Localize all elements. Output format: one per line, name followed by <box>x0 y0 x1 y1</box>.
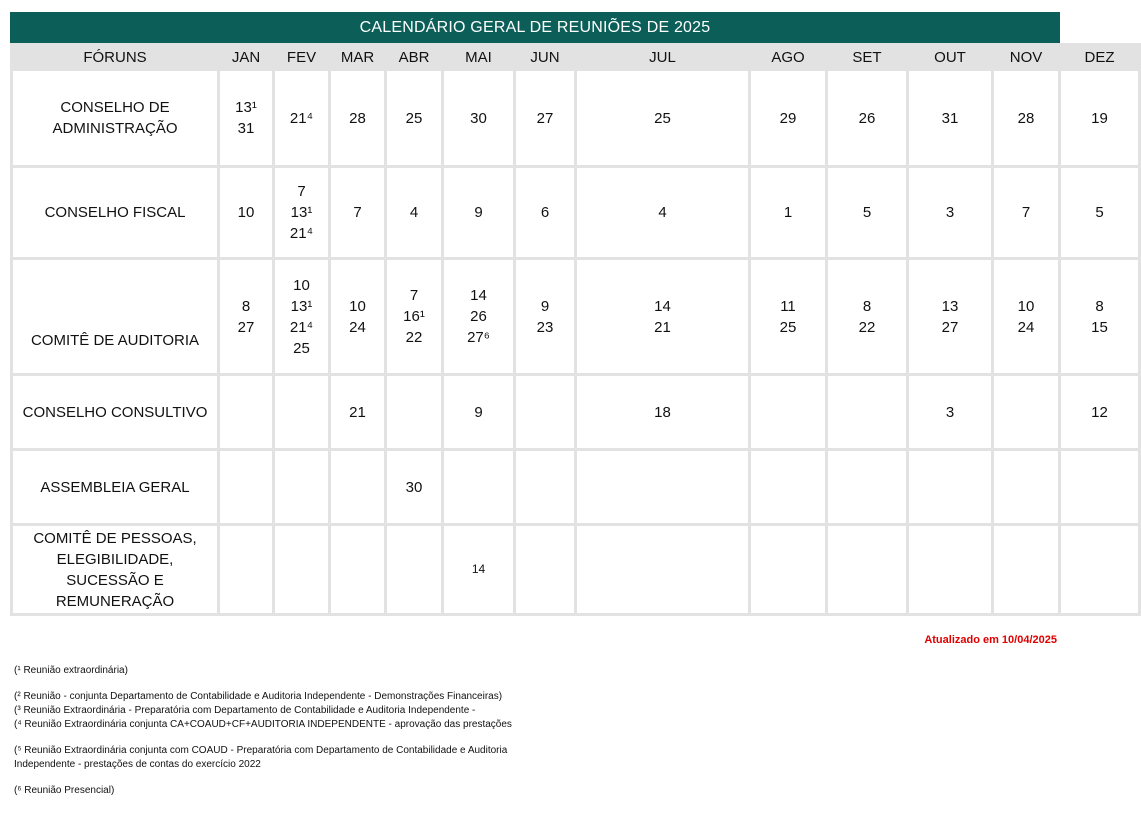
meeting-date-cell <box>331 71 384 165</box>
meeting-date-cell <box>387 451 441 523</box>
calendar-row <box>13 168 1138 257</box>
meeting-date-cell <box>994 71 1058 165</box>
meeting-date-cell <box>516 71 574 165</box>
meeting-date-cell <box>516 526 574 613</box>
meeting-date-cell <box>387 168 441 257</box>
forum-name-line: CONSELHO CONSULTIVO <box>22 403 208 421</box>
meeting-date-cell <box>444 71 513 165</box>
calendar-title: CALENDÁRIO GERAL DE REUNIÕES DE 2025 <box>10 12 1060 43</box>
meeting-date-cell <box>220 260 272 373</box>
meeting-date: 22 <box>858 318 876 336</box>
meeting-date-cell <box>828 168 906 257</box>
meeting-date: 19 <box>1091 109 1108 127</box>
meeting-date-cell <box>275 260 328 373</box>
meeting-date: 13 <box>941 297 959 315</box>
meeting-date-cell <box>331 168 384 257</box>
meeting-date: 25 <box>293 339 310 357</box>
meeting-date: 31 <box>941 109 959 127</box>
meeting-date-cell <box>751 376 825 448</box>
meeting-date: 26 <box>470 308 487 325</box>
meeting-date: 21 <box>349 403 366 421</box>
meeting-date-cell <box>220 526 272 613</box>
meeting-date-cell <box>387 526 441 613</box>
meeting-date-cell <box>994 451 1058 523</box>
meeting-date-cell <box>751 260 825 373</box>
meeting-date-cell <box>1061 260 1138 373</box>
meeting-date-cell <box>444 168 513 257</box>
footnotes <box>14 664 534 798</box>
meeting-date-cell <box>909 260 991 373</box>
meeting-date-cell <box>331 376 384 448</box>
month-header: OUT <box>909 46 991 68</box>
meeting-date: 11 <box>780 297 796 315</box>
meeting-date-cell <box>828 451 906 523</box>
meeting-date: 4 <box>658 204 667 221</box>
meeting-date-cell <box>444 376 513 448</box>
meeting-date-cell <box>220 168 272 257</box>
meeting-date-cell <box>275 71 328 165</box>
meeting-date: 5 <box>1095 204 1104 221</box>
meeting-date: 21⁴ <box>289 318 314 336</box>
forum-name-line: COMITÊ DE AUDITORIA <box>30 332 200 349</box>
meeting-date-cell <box>387 376 441 448</box>
meeting-date: 28 <box>349 109 366 127</box>
updated-date: Atualizado em 10/04/2025 <box>924 634 1057 646</box>
footnote-1: (¹ Reunião extraordinária) <box>14 665 128 676</box>
meeting-date: 4 <box>409 204 419 221</box>
meeting-date: 7 <box>409 287 419 304</box>
forum-name-line: CONSELHO FISCAL <box>44 204 186 221</box>
month-header: JUL <box>577 46 748 68</box>
meeting-date-cell <box>828 526 906 613</box>
meeting-date-cell <box>909 168 991 257</box>
meeting-date-cell <box>994 168 1058 257</box>
meeting-date-cell <box>331 260 384 373</box>
meeting-date: 25 <box>654 109 671 127</box>
meeting-date-cell <box>220 376 272 448</box>
forum-name <box>13 376 217 448</box>
meeting-date: 10 <box>349 297 366 315</box>
calendar-row <box>13 260 1138 373</box>
forum-name <box>13 168 217 257</box>
month-header: MAR <box>331 46 384 68</box>
meeting-date-cell <box>577 451 748 523</box>
meeting-date-cell <box>516 168 574 257</box>
forum-name-line: SUCESSÃO E <box>66 571 164 589</box>
calendar-row <box>13 451 1138 523</box>
forum-name-line: ADMINISTRAÇÃO <box>52 120 178 137</box>
meeting-date: 25 <box>405 109 423 127</box>
meeting-date: 9 <box>474 403 483 421</box>
meeting-date-cell <box>275 451 328 523</box>
meeting-date: 3 <box>945 403 955 421</box>
meeting-date-cell <box>994 526 1058 613</box>
meeting-date: 5 <box>862 204 872 221</box>
meeting-date-cell <box>751 71 825 165</box>
meeting-date: 7 <box>353 204 362 221</box>
footnote-3: (³ Reunião Extraordinária - Preparatória com Departamento de Contabilidade e Auditoria Independente - <box>14 705 476 716</box>
footnote-5-cont: Independente - prestações de contas do exercício 2022 <box>14 759 261 770</box>
meeting-date-cell <box>1061 526 1138 613</box>
meeting-date: 27 <box>941 318 959 336</box>
meeting-date-cell <box>751 526 825 613</box>
calendar-row <box>13 376 1138 448</box>
footnote-6: (⁶ Reunião Presencial) <box>14 785 115 796</box>
meeting-date: 28 <box>1017 109 1035 127</box>
meeting-date-cell <box>994 260 1058 373</box>
meeting-date: 8 <box>241 297 251 315</box>
meeting-date: 30 <box>470 109 487 127</box>
calendar-table <box>10 43 1141 616</box>
meeting-date-cell <box>275 526 328 613</box>
meeting-date-cell <box>828 71 906 165</box>
meeting-date: 8 <box>1095 297 1104 315</box>
meeting-date-cell <box>444 526 513 613</box>
forum-name-line: ELEGIBILIDADE, <box>56 550 174 568</box>
meeting-date: 10 <box>237 204 255 221</box>
meeting-date: 7 <box>297 183 306 200</box>
calendar-row <box>13 526 1138 613</box>
meeting-date-cell <box>577 168 748 257</box>
meeting-date-cell <box>516 260 574 373</box>
forum-column-header: FÓRUNS <box>13 46 217 68</box>
meeting-date: 12 <box>1091 403 1108 421</box>
meeting-date: 15 <box>1091 318 1108 336</box>
meeting-date-cell <box>828 376 906 448</box>
forum-name <box>13 526 217 613</box>
month-header: JUN <box>516 46 574 68</box>
meeting-date: 27⁶ <box>467 329 490 346</box>
meeting-date-cell <box>220 71 272 165</box>
meeting-date: 21⁴ <box>289 109 314 127</box>
meeting-date: 8 <box>862 297 872 315</box>
meeting-date: 6 <box>540 204 550 221</box>
meeting-date: 27 <box>536 109 554 127</box>
meeting-date-cell <box>387 260 441 373</box>
forum-name <box>13 451 217 523</box>
meeting-date: 13¹ <box>290 204 313 221</box>
meeting-date-cell <box>331 451 384 523</box>
month-header: SET <box>828 46 906 68</box>
meeting-date: 7 <box>1021 204 1031 221</box>
meeting-date-cell <box>909 526 991 613</box>
meeting-date: 14 <box>470 287 487 304</box>
meeting-date: 16¹ <box>403 308 425 325</box>
meeting-date: 21⁴ <box>289 225 314 242</box>
meeting-date-cell <box>994 376 1058 448</box>
meeting-date-cell <box>331 526 384 613</box>
month-header: NOV <box>994 46 1058 68</box>
meeting-date: 13¹ <box>290 297 313 315</box>
meeting-date: 26 <box>858 109 876 127</box>
meeting-date: 27 <box>237 318 255 336</box>
meeting-date-cell <box>387 71 441 165</box>
footnote-2: (² Reunião - conjunta Departamento de Contabilidade e Auditoria Independente - Demonstrações Financeiras) <box>14 691 503 702</box>
meeting-date: 25 <box>779 318 797 336</box>
meeting-date-cell <box>220 451 272 523</box>
meeting-date: 9 <box>474 204 483 221</box>
meeting-date: 9 <box>540 297 550 315</box>
meeting-date-cell <box>577 260 748 373</box>
meeting-date-cell <box>751 168 825 257</box>
meeting-date: 10 <box>293 276 310 294</box>
meeting-date-cell <box>1061 71 1138 165</box>
forum-name <box>13 260 217 373</box>
forum-name-line: REMUNERAÇÃO <box>55 592 175 610</box>
meeting-date: 10 <box>1017 297 1035 315</box>
meeting-date-cell <box>1061 168 1138 257</box>
meeting-date: 24 <box>1017 318 1035 336</box>
meeting-date: 30 <box>405 478 423 496</box>
footnote-4: (⁴ Reunião Extraordinária conjunta CA+COAUD+CF+AUDITORIA INDEPENDENTE - aprovação das prestações <box>14 719 512 730</box>
meeting-date-cell <box>909 376 991 448</box>
meeting-date: 23 <box>536 318 554 336</box>
meeting-date: 13¹ <box>235 99 257 116</box>
meeting-date-cell <box>275 168 328 257</box>
meeting-date: 21 <box>654 318 671 336</box>
meeting-date-cell <box>909 71 991 165</box>
month-header: ABR <box>387 46 441 68</box>
meeting-date: 14 <box>654 297 671 315</box>
meeting-date: 14 <box>471 562 486 576</box>
meeting-date-cell <box>516 376 574 448</box>
forum-name <box>13 71 217 165</box>
meeting-date-cell <box>751 451 825 523</box>
meeting-date-cell <box>577 71 748 165</box>
meeting-date: 1 <box>783 204 793 221</box>
month-header: AGO <box>751 46 825 68</box>
forum-name-line: CONSELHO DE <box>60 99 170 116</box>
month-header: FEV <box>275 46 328 68</box>
meeting-date-cell <box>275 376 328 448</box>
meeting-date: 3 <box>945 204 955 221</box>
meeting-date-cell <box>909 451 991 523</box>
month-header: DEZ <box>1061 46 1138 68</box>
meeting-date: 24 <box>349 318 366 336</box>
meeting-date: 31 <box>237 120 255 137</box>
month-header: MAI <box>444 46 513 68</box>
calendar-row <box>13 71 1138 165</box>
forum-name-line: ASSEMBLEIA GERAL <box>40 478 190 496</box>
meeting-date: 22 <box>405 329 423 346</box>
month-header: JAN <box>220 46 272 68</box>
meeting-date-cell <box>577 376 748 448</box>
meeting-date: 18 <box>654 403 671 421</box>
meeting-date-cell <box>1061 376 1138 448</box>
footnote-5: (⁵ Reunião Extraordinária conjunta com COAUD - Preparatória com Departamento de Contabilidade e Auditoria <box>14 745 508 756</box>
meeting-date-cell <box>444 451 513 523</box>
meeting-date: 29 <box>779 109 797 127</box>
meeting-date-cell <box>577 526 748 613</box>
meeting-date-cell <box>1061 451 1138 523</box>
meeting-date-cell <box>516 451 574 523</box>
forum-name-line: COMITÊ DE PESSOAS, <box>33 529 197 547</box>
meeting-date-cell <box>444 260 513 373</box>
meeting-date-cell <box>828 260 906 373</box>
header-row <box>13 46 1138 68</box>
calendar-container <box>10 12 1115 616</box>
